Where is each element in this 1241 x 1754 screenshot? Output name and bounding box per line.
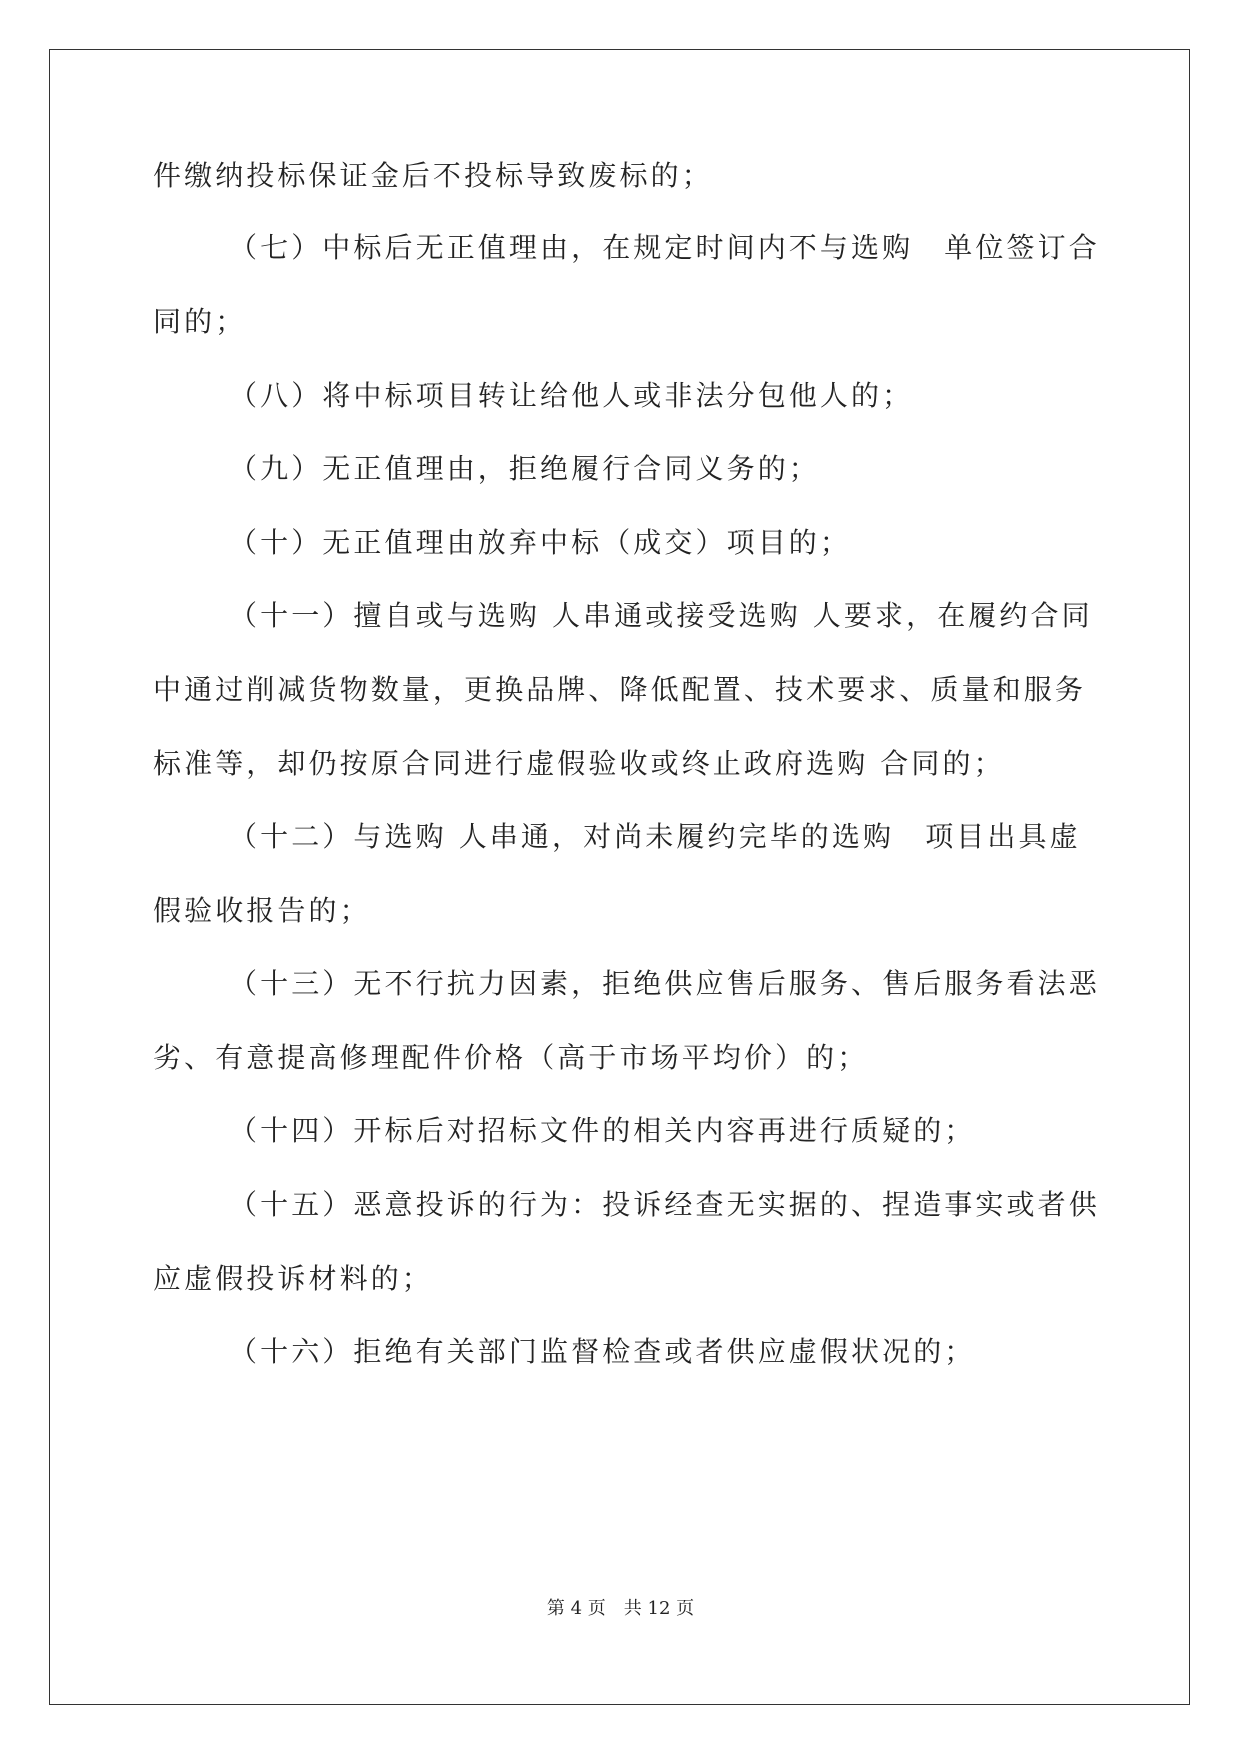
text-line: （九）无正值理由，拒绝履行合同义务的；	[229, 452, 820, 485]
text-line: （十五）恶意投诉的行为：投诉经查无实据的、捏造事实或者供	[229, 1188, 1100, 1221]
page-number: 第 4 页 共 12 页	[546, 1598, 695, 1619]
text-line: 件缴纳投标保证金后不投标导致废标的；	[153, 159, 713, 192]
text-line: 应虚假投诉材料的；	[153, 1262, 433, 1295]
text-line: 同的；	[153, 305, 247, 338]
text-line: （十）无正值理由放弃中标（成交）项目的；	[229, 526, 852, 559]
text-line: （七）中标后无正值理由，在规定时间内不与选购 单位签订合	[229, 231, 1100, 264]
text-line: （十六）拒绝有关部门监督检查或者供应虚假状况的；	[229, 1335, 976, 1368]
text-line: 假验收报告的；	[153, 894, 371, 927]
text-line: （十一）擅自或与选购 人串通或接受选购 人要求，在履约合同	[229, 599, 1093, 632]
text-line: （十四）开标后对招标文件的相关内容再进行质疑的；	[229, 1114, 976, 1147]
text-line: （八）将中标项目转让给他人或非法分包他人的；	[229, 379, 914, 412]
text-line: （十三）无不行抗力因素，拒绝供应售后服务、售后服务看法恶	[229, 967, 1100, 1000]
page-border	[49, 49, 1190, 1705]
text-line: 标准等，却仍按原合同进行虚假验收或终止政府选购 合同的；	[153, 747, 1005, 780]
text-line: （十二）与选购 人串通，对尚未履约完毕的选购 项目出具虚	[229, 820, 1081, 853]
text-line: 劣、有意提高修理配件价格（高于市场平均价）的；	[153, 1041, 869, 1074]
text-line: 中通过削减货物数量，更换品牌、降低配置、技术要求、质量和服务	[153, 673, 1087, 706]
